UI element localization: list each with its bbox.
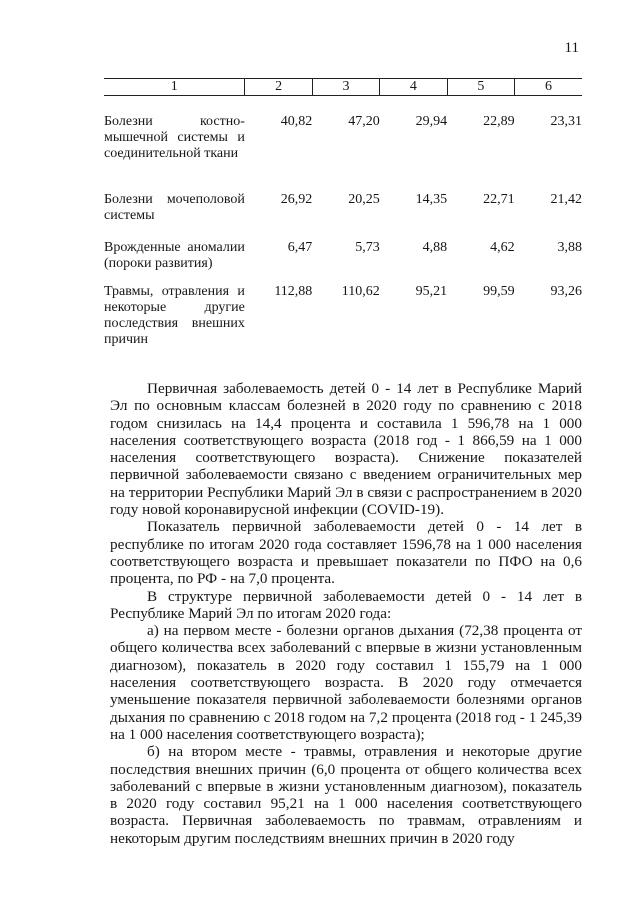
table-cell: 26,92 bbox=[280, 192, 313, 207]
table-cell: 29,94 bbox=[415, 114, 448, 129]
row-name: Травмы, отравления и некоторые другие последствия внешних причин bbox=[104, 284, 245, 347]
table-cell: 22,71 bbox=[483, 192, 515, 207]
column-header: 3 bbox=[312, 79, 379, 96]
table-cell: 6,47 bbox=[287, 240, 313, 255]
column-header: 4 bbox=[380, 79, 447, 96]
paragraph: а) на первом месте - болезни органов дыхания (72,38 процента от общего количества всех заболеваний с впервые в жизни установленным диагнозом), показатель в 2020 году составил 1 155,79 на 1 000 населения соответствующего возраста. В 2020 году отмечается уменьшение показателя первичной заболеваемости болезнями органов дыхания по сравнению с 2018 годом на 7,2 процента (2018 год - 1 245,39 на 1 000 населения соответствующего возраста); bbox=[110, 622, 582, 743]
table-cell: 21,42 bbox=[550, 192, 582, 207]
table-cell: 110,62 bbox=[341, 284, 380, 299]
table-cell: 112,88 bbox=[274, 284, 313, 299]
row-name: Болезни костно-мышечной системы и соединительной ткани bbox=[104, 114, 245, 161]
table-cell: 22,89 bbox=[483, 114, 515, 129]
table-cell: 3,88 bbox=[557, 240, 582, 255]
table-row bbox=[104, 284, 582, 348]
column-header: 1 bbox=[104, 79, 245, 96]
table-cell: 14,35 bbox=[415, 192, 448, 207]
table-cell: 93,26 bbox=[550, 284, 582, 299]
table-cell: 23,31 bbox=[550, 114, 582, 129]
table-cell: 47,20 bbox=[348, 114, 380, 129]
page-number: 11 bbox=[564, 40, 579, 56]
column-header: 5 bbox=[447, 79, 514, 96]
table-row bbox=[104, 192, 582, 224]
table-cell: 4,62 bbox=[490, 240, 515, 255]
table-cell: 99,59 bbox=[483, 284, 515, 299]
table-cell: 40,82 bbox=[280, 114, 313, 129]
table-row bbox=[104, 240, 582, 272]
table-cell: 20,25 bbox=[348, 192, 380, 207]
paragraph: Показатель первичной заболеваемости детей 0 - 14 лет в республике по итогам 2020 года составляет 1596,78 на 1 000 населения соответствующего возраста и превышает показатели по ПФО на 0,6 процента, по РФ - на 7,0 процента. bbox=[110, 518, 582, 588]
table-row bbox=[104, 114, 582, 162]
paragraph: б) на втором месте - травмы, отравления и некоторые другие последствия внешних причин (6,0 процента от общего количества всех заболеваний с впервые в жизни установленным диагнозом), показатель в 2020 году составил 95,21 на 1 000 населения соответствующего возраста. Первичная заболеваемость по травмам, отравлениям и некоторым другим последствиям внешних причин в 2020 году bbox=[110, 743, 582, 847]
table-cell: 5,73 bbox=[355, 240, 380, 255]
row-name: Болезни мочеполовой системы bbox=[104, 192, 245, 223]
paragraph: В структуре первичной заболеваемости детей 0 - 14 лет в Республике Марий Эл по итогам 2020 года: bbox=[110, 587, 582, 622]
table-header-row bbox=[104, 79, 582, 96]
column-header: 6 bbox=[515, 79, 582, 96]
morbidity-table bbox=[104, 78, 582, 348]
row-name: Врожденные аномалии (пороки развития) bbox=[104, 240, 245, 271]
table-cell: 95,21 bbox=[415, 284, 448, 299]
body-text bbox=[110, 380, 582, 847]
paragraph: Первичная заболеваемость детей 0 - 14 лет в Республике Марий Эл по основным классам болезней в 2020 году по сравнению с 2018 годом снизилась на 14,4 процента и составила 1 596,78 на 1 000 населения соответствующего возраста (2018 год - 1 866,59 на 1 000 населения соответствующего возраста). Снижение показателей первичной заболеваемости связано с введением ограничительных мер на территории Республики Марий Эл в связи с распространением в 2020 году новой коронавирусной инфекции (COVID-19). bbox=[110, 380, 582, 519]
table-cell: 4,88 bbox=[422, 240, 448, 255]
column-header: 2 bbox=[245, 79, 312, 96]
